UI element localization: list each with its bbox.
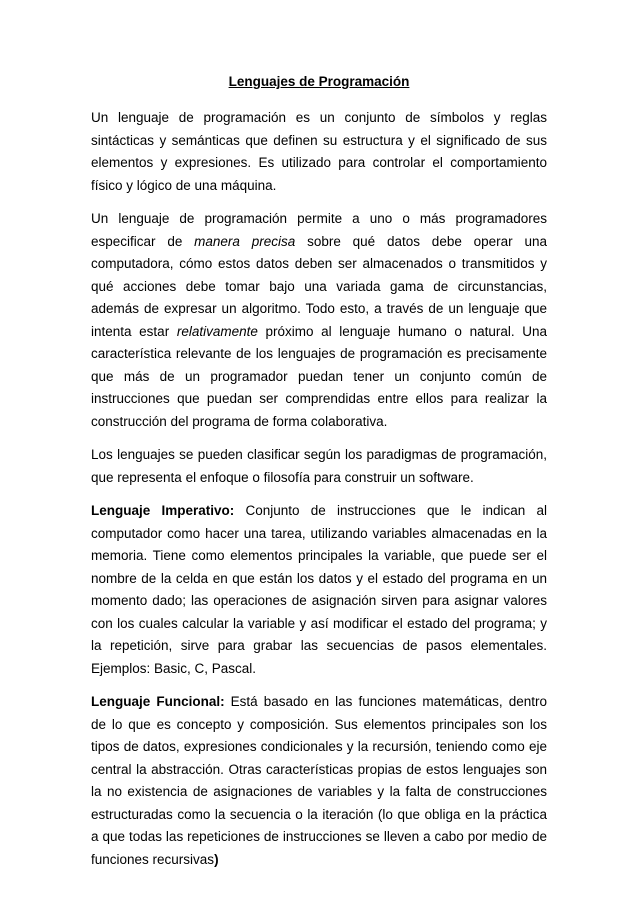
emphasis-manera-precisa: manera precisa bbox=[194, 233, 296, 249]
paragraph-classification-text: Los lenguajes se pueden clasificar según los paradigmas de programación, que representa el enfoque o filosofía para construir un software. bbox=[91, 447, 547, 485]
paragraph-imperative bbox=[91, 500, 547, 680]
document-body bbox=[91, 72, 547, 882]
paragraph-purpose-text-c: próximo al lenguaje humano o natural. Una característica relevante de los lenguajes de programación es precisamente que más de un programador puedan tener un conjunto común de instrucciones que puedan ser comprendidas entre ellos para realizar la construcción del programa de forma colaborativa. bbox=[91, 323, 547, 429]
paragraph-purpose-text-a: Un lenguaje de programación permite a uno o más programadores especificar de bbox=[91, 211, 547, 249]
functional-text: Está basado en las funciones matemáticas, dentro de lo que es concepto y composición. Sus elementos principales son los tipos de datos, expresiones condicionales y la recursión, teniendo como eje central la abstracción. Otras características propias de estos lenguajes son la no existencia de asignaciones de variables y la falta de construcciones estructuradas como la secuencia o la iteración (lo que obliga en la práctica a que todas las repeticiones de instrucciones se lleven a cabo por medio de funciones recursivas bbox=[91, 694, 547, 867]
imperative-label: Lenguaje Imperativo: bbox=[91, 503, 235, 518]
paragraph-classification bbox=[91, 444, 547, 489]
document-title: Lenguajes de Programación bbox=[228, 74, 410, 89]
paragraph-purpose-text-b: sobre qué datos debe operar una computadora, cómo estos datos deben ser almacenados o transmitidos y qué acciones debe tomar bajo una variada gama de circunstancias, además de expresar un algoritmo. Todo esto, a través de un lenguaje que intenta estar bbox=[91, 233, 548, 339]
paragraph-definition-text: Un lenguaje de programación es un conjunto de símbolos y reglas sintácticas y semánticas que definen su estructura y el significado de sus elementos y expresiones. Es utilizado para controlar el comportamiento físico y lógico de una máquina. bbox=[91, 110, 547, 193]
paragraph-functional bbox=[91, 691, 547, 871]
paragraph-definition bbox=[91, 107, 547, 197]
imperative-text: Conjunto de instrucciones que le indican al computador como hacer una tarea, utilizando variables almacenadas en la memoria. Tiene como elementos principales la variable, que puede ser el nombre de la celda en que están los datos y el estado del programa en un momento dado; las operaciones de asignación sirven para asignar valores con los cuales calcular la variable y así modificar el estado del programa; y la repetición, sirve para grabar las secuencias de pasos elementales. Ejemplos: Basic, C, Pascal. bbox=[91, 503, 548, 676]
emphasis-relativamente: relativamente bbox=[176, 323, 258, 339]
paragraph-purpose bbox=[91, 208, 547, 433]
functional-label: Lenguaje Funcional: bbox=[91, 694, 225, 709]
functional-closing-paren: ) bbox=[214, 851, 219, 867]
